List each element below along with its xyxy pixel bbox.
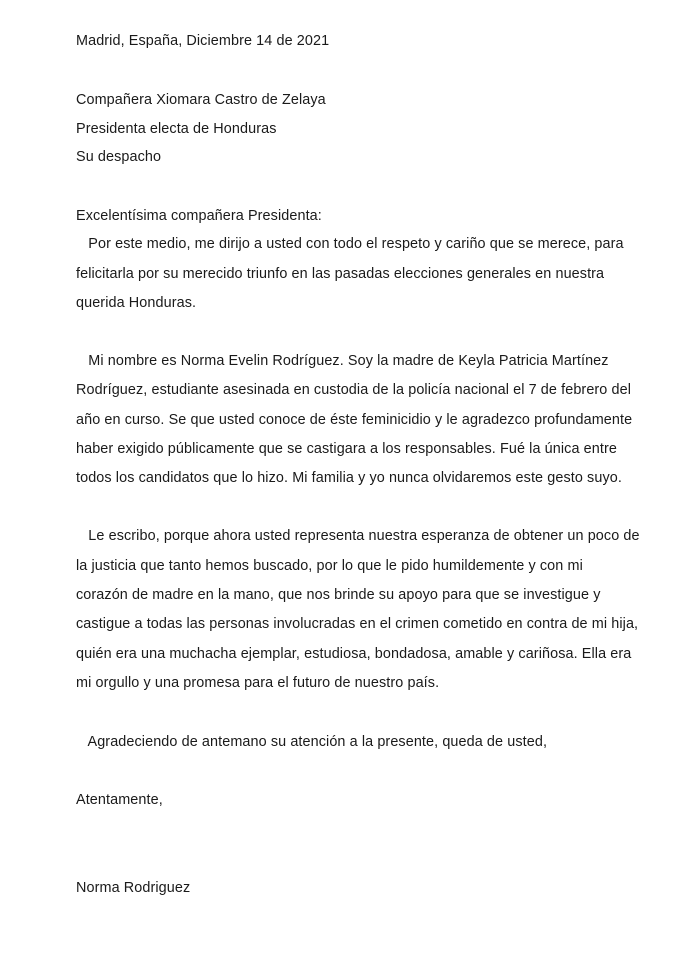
paragraph-2-line: año en curso. Se que usted conoce de éste feminicidio y le agradezco profundamente [76,412,633,428]
paragraph-1-line: querida Honduras. [76,295,197,311]
paragraph-3-line: la justicia que tanto hemos buscado, por lo que le pido humildemente y con mi [76,558,583,574]
paragraph-3-line: Le escribo, porque ahora usted representa nuestra esperanza de obtener un poco de [76,528,640,544]
closing: Atentamente, [76,792,163,808]
paragraph-1-line: Por este medio, me dirijo a usted con todo el respeto y cariño que se merece, para [76,236,624,252]
salutation: Excelentísima compañera Presidenta: [76,208,322,224]
recipient-office: Su despacho [76,149,162,165]
paragraph-3-line: quién era una muchacha ejemplar, estudiosa, bondadosa, amable y cariñosa. Ella era [76,646,632,662]
recipient-name: Compañera Xiomara Castro de Zelaya [76,92,326,108]
paragraph-3-line: corazón de madre en la mano, que nos brinde su apoyo para que se investigue y [76,587,601,603]
paragraph-2-line: Rodríguez, estudiante asesinada en custodia de la policía nacional el 7 de febrero del [76,382,632,398]
paragraph-1-line: felicitarla por su merecido triunfo en las pasadas elecciones generales en nuestra [76,266,605,282]
recipient-title: Presidenta electa de Honduras [76,121,277,137]
paragraph-2-line: todos los candidatos que lo hizo. Mi familia y yo nunca olvidaremos este gesto suyo. [76,470,622,486]
paragraph-3-line: castigue a todas las personas involucradas en el crimen cometido en contra de mi hija, [76,616,639,632]
signature-name: Norma Rodriguez [76,880,191,896]
paragraph-2-line: haber exigido públicamente que se castigara a los responsables. Fué la única entre [76,441,617,457]
paragraph-2-line: Mi nombre es Norma Evelin Rodríguez. Soy la madre de Keyla Patricia Martínez [76,353,609,369]
paragraph-3-line: mi orgullo y una promesa para el futuro de nuestro país. [76,675,440,691]
place-date: Madrid, España, Diciembre 14 de 2021 [76,33,330,49]
closing-paragraph: Agradeciendo de antemano su atención a la presente, queda de usted, [76,734,548,750]
